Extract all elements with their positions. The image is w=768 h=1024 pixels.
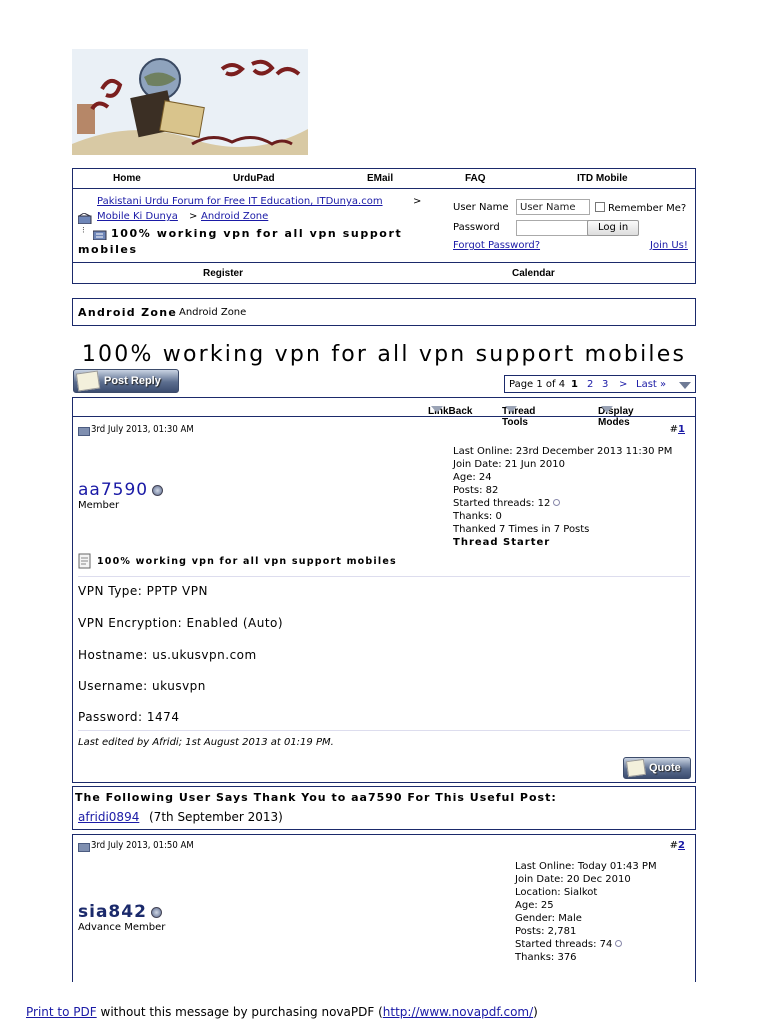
nav-register[interactable]: Register xyxy=(203,268,244,279)
breadcrumb-separator-2: > xyxy=(189,211,198,222)
navbar-top-links xyxy=(73,169,695,189)
breadcrumb-current-thread: 100% working vpn for all vpn support xyxy=(111,227,403,240)
username-input[interactable] xyxy=(516,199,590,215)
user-title: Advance Member xyxy=(78,922,166,933)
remember-me-checkbox[interactable] xyxy=(595,202,605,212)
thanks-user-link[interactable]: afridi0894 xyxy=(78,810,140,824)
thread-toolbar xyxy=(72,397,696,428)
user-info-last-online: Last Online: Today 01:43 PM xyxy=(515,861,657,872)
offline-status-icon xyxy=(152,485,163,496)
username-label: User Name xyxy=(453,202,509,213)
page-2-link[interactable]: 2 xyxy=(587,379,594,390)
print-to-pdf-link[interactable]: Print to PDF xyxy=(26,1005,97,1019)
last-edited-note: Last edited by Afridi; 1st August 2013 at 01:19 PM. xyxy=(78,737,334,748)
quote-icon xyxy=(626,759,646,777)
user-info-join-date: Join Date: 20 Dec 2010 xyxy=(515,874,631,885)
join-us-link[interactable]: Join Us! xyxy=(650,240,688,251)
user-info-join-date: Join Date: 21 Jun 2010 xyxy=(453,459,565,470)
remember-me-label: Remember Me? xyxy=(608,203,687,214)
linkback-label: LinkBack xyxy=(428,406,473,417)
quote-button[interactable] xyxy=(623,757,691,779)
user-info xyxy=(515,860,657,964)
post-status-icon xyxy=(78,427,90,436)
nav-home[interactable]: Home xyxy=(113,173,141,184)
thread-starter-badge: Thread Starter xyxy=(453,537,551,548)
post-title-icon xyxy=(78,553,92,569)
started-threads-text: Started threads: 74 xyxy=(515,939,613,950)
post-username[interactable] xyxy=(78,480,163,500)
breadcrumb-separator: > xyxy=(413,196,422,207)
chevron-down-icon xyxy=(431,406,443,413)
started-threads-text: Started threads: 12 xyxy=(453,498,551,509)
post-username[interactable] xyxy=(78,902,162,922)
breadcrumb-android-link[interactable]: Android Zone xyxy=(201,211,269,222)
login-button[interactable]: Log in xyxy=(587,220,639,236)
nav-itd-mobile[interactable]: ITD Mobile xyxy=(577,173,628,184)
post-divider xyxy=(78,576,690,577)
post-status-icon xyxy=(78,843,90,852)
search-icon[interactable] xyxy=(553,499,560,506)
nav-email[interactable]: EMail xyxy=(367,173,394,184)
post-divider xyxy=(78,730,690,731)
site-logo[interactable] xyxy=(72,49,308,155)
offline-status-icon xyxy=(151,907,162,918)
post xyxy=(72,417,696,783)
forgot-password-link[interactable]: Forgot Password? xyxy=(453,240,541,251)
post-body-line: Hostname: us.ukusvpn.com xyxy=(78,648,257,662)
post-reply-icon xyxy=(76,371,100,392)
user-info-posts: Posts: 2,781 xyxy=(515,926,577,937)
breadcrumb-mobile-link[interactable]: Mobile Ki Dunya xyxy=(97,211,178,222)
user-title: Member xyxy=(78,500,120,511)
navbar xyxy=(72,168,696,284)
thanks-heading: The Following User Says Thank You to aa7590 For This Useful Post: xyxy=(75,791,557,804)
page-title: 100% working vpn for all vpn support mobiles xyxy=(81,342,687,367)
post-body-line: Username: ukusvpn xyxy=(78,679,206,693)
user-info-age: Age: 25 xyxy=(515,900,554,911)
page-3-link[interactable]: 3 xyxy=(602,379,609,390)
forum-home-icon xyxy=(78,213,92,224)
post-reply-label: Post Reply xyxy=(104,375,161,387)
user-info-gender: Gender: Male xyxy=(515,913,582,924)
page-label: Page 1 of 4 xyxy=(509,379,566,390)
user-info-thanked: Thanked 7 Times in 7 Posts xyxy=(453,524,590,535)
nav-calendar[interactable]: Calendar xyxy=(512,268,555,279)
user-info-age: Age: 24 xyxy=(453,472,492,483)
username-text[interactable]: aa7590 xyxy=(78,480,149,500)
post-body-line: VPN Type: PPTP VPN xyxy=(78,584,208,598)
user-info-location: Location: Sialkot xyxy=(515,887,598,898)
footer-close-paren: ) xyxy=(533,1005,538,1019)
nav-faq[interactable]: FAQ xyxy=(465,173,486,184)
thread-tools-label: Thread Tools xyxy=(502,406,536,428)
post-number[interactable]: #2 xyxy=(669,840,685,851)
breadcrumb-forum-link[interactable]: Pakistani Urdu Forum for Free IT Education, ITDunya.com xyxy=(97,196,383,207)
thread-icon xyxy=(93,229,107,240)
thanks-date: (7th September 2013) xyxy=(149,810,283,824)
page-next-link[interactable]: > xyxy=(619,379,628,390)
footer-text: without this message by purchasing novaPDF ( xyxy=(100,1005,383,1019)
username-text[interactable]: sia842 xyxy=(78,902,147,922)
breadcrumb-current-thread-cont: mobiles xyxy=(78,243,138,256)
post-number-link[interactable]: 2 xyxy=(678,840,685,851)
password-label: Password xyxy=(453,222,500,233)
post-reply-button[interactable] xyxy=(73,369,179,393)
user-info-thanks: Thanks: 376 xyxy=(515,952,577,963)
user-info-thanks: Thanks: 0 xyxy=(453,511,502,522)
novapdf-link[interactable]: http://www.novapdf.com/ xyxy=(382,1005,534,1019)
user-info-last-online: Last Online: 23rd December 2013 11:30 PM xyxy=(453,446,673,457)
user-info-started-threads xyxy=(515,938,657,951)
post xyxy=(72,834,696,982)
user-info xyxy=(453,445,672,549)
post-number-link[interactable]: 1 xyxy=(678,424,685,435)
chevron-down-icon xyxy=(601,406,613,413)
display-modes-label: Display Modes xyxy=(598,406,634,428)
forum-name: Android Zone xyxy=(78,306,178,319)
post-date: 3rd July 2013, 01:30 AM xyxy=(91,424,194,435)
post-title: 100% working vpn for all vpn support mobiles xyxy=(97,556,397,567)
thanks-box xyxy=(72,786,696,830)
forum-info-box xyxy=(72,298,696,326)
user-info-started-threads xyxy=(453,497,672,510)
post-date: 3rd July 2013, 01:50 AM xyxy=(91,840,194,851)
navbar-bottom-links xyxy=(73,262,695,284)
pdf-footer xyxy=(26,1005,538,1019)
page-current: 1 xyxy=(571,379,578,390)
post-number[interactable]: #1 xyxy=(669,424,685,435)
search-icon[interactable] xyxy=(615,940,622,947)
user-info-posts: Posts: 82 xyxy=(453,485,499,496)
post-body-line: VPN Encryption: Enabled (Auto) xyxy=(78,616,284,630)
tree-line-icon: ⁝ xyxy=(82,226,85,236)
quote-label: Quote xyxy=(649,762,681,774)
post-body-line: Password: 1474 xyxy=(78,710,180,724)
nav-urdupad[interactable]: UrduPad xyxy=(233,173,275,184)
chevron-down-icon xyxy=(505,406,517,413)
page-last-link[interactable]: Last » xyxy=(636,379,667,390)
pagination xyxy=(504,375,696,393)
password-input[interactable] xyxy=(516,220,590,236)
forum-description: Android Zone xyxy=(179,307,247,318)
